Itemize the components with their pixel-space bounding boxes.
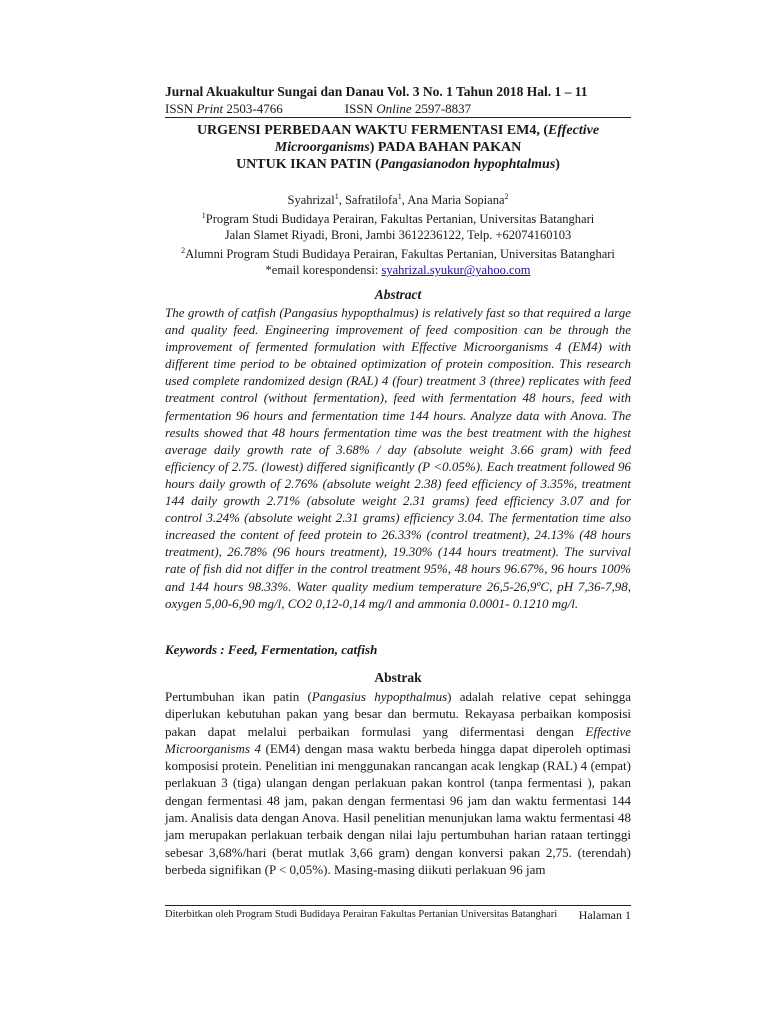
author-sup: 1 (397, 192, 402, 201)
page-number: Halaman 1 (578, 908, 631, 922)
issn-print-number: 2503-4766 (223, 101, 283, 116)
title-text: ) (555, 157, 560, 172)
issn-online-label: Online (376, 101, 412, 116)
affiliation-text: Program Studi Budidaya Perairan, Fakultas Pertanian, Universitas Batanghari (205, 212, 595, 227)
email-label: *email korespondensi: (265, 263, 382, 278)
correspondence-line (150, 262, 646, 278)
paper-title (150, 122, 646, 173)
footer-divider (165, 905, 631, 906)
author-name: , Ana Maria Sopiana (401, 193, 505, 208)
address-line: Jalan Slamet Riyadi, Broni, Jambi 3612236122, Telp. +62074160103 (224, 228, 572, 243)
footer-publisher: Diterbitkan oleh Program Studi Budidaya Perairan Fakultas Pertanian Universitas Batanghari (165, 909, 558, 920)
issn-print-prefix: ISSN (165, 101, 197, 116)
title-italic: Pangasianodon hypophtalmus (379, 157, 556, 172)
issn-online-prefix: ISSN (344, 101, 377, 116)
author-sup: 1 (334, 192, 339, 201)
author-block (150, 189, 646, 278)
title-text: ) PADA BAHAN PAKAN (369, 140, 522, 155)
email-link[interactable]: syahrizal.syukur@yahoo.com (381, 263, 531, 278)
affiliation-sup: 1 (201, 211, 206, 221)
abstrak-italic: Effective Microorganisms 4 (165, 723, 631, 756)
title-line-3 (150, 156, 646, 173)
keywords-line: Keywords : Feed, Fermentation, catfish (165, 642, 378, 657)
issn-print-label: Print (196, 101, 224, 116)
abstrak-italic: Pangasius hypopthalmus (311, 689, 448, 704)
author-names (150, 189, 646, 208)
title-line-2 (150, 139, 646, 156)
affiliation-1 (150, 208, 646, 227)
abstrak-heading: Abstrak (374, 670, 422, 685)
title-text: URGENSI PERBEDAAN WAKTU FERMENTASI EM4, ( (196, 123, 549, 138)
author-sup: 2 (504, 192, 509, 201)
abstract-body: The growth of catfish (Pangasius hypopthalmus) is relatively fast so that required a large and quality feed. Engineering improvement of feed composition can be through the improvement of fermented formulation with Effective Microorganisms 4 (EM4) with different time period to be obtained optimization of protein composition. This research used complete randomized design (RAL) 4 (four) treatment 3 (three) replicates with feed treatment control (without fermentation), feed with fermentation 48 hours, feed with fermentation 96 hours and fermentation time 144 hours. Analyze data with Anova. The results showed that 48 hours fermentation time was the best treatment with the highest average daily growth rate of 3.68% / day (absolute weight 3.66 gram) with feed efficiency of 2.75. (lowest) differed significantly (P <0.05%). Each treatment followed 96 hours daily growth of 2.76% (absolute weight 2.38) feed efficiency of 3.35%, treatment 144 daily growth 2.71% (absolute weight 2.31 grams) feed efficiency 3.07 and for control 3.24% (absolute weight 2.31 grams) efficiency 3.04. The fermentation time also increased the content of feed protein to 26.33% (control treatment), 24.13% (48 hours treatment), 26.78% (96 hours treatment), 19.30% (144 hours treatment). The survival rate of fish did not differ in the control treatment 95%, 48 hours 96.67%, 96 hours 100% and 144 hours 98.33%. Water quality medium temperature 26,5-26,9ºC, pH 7,36-7,98, oxygen 5,00-6,90 mg/l, CO2 0,12-0,14 mg/l and ammonia 0.0001- 0.1210 mg/l. (165, 305, 631, 611)
journal-citation: Jurnal Akuakultur Sungai dan Danau Vol. 3 No. 1 Tahun 2018 Hal. 1 – 11 (165, 84, 588, 99)
title-italic: Microorganisms (274, 140, 370, 155)
affiliation-text: Alumni Program Studi Budidaya Perairan, Fakultas Pertanian, Universitas Batanghari (185, 247, 615, 262)
header-divider (165, 117, 631, 118)
abstrak-text: (EM4) dengan masa waktu berbeda hingga dapat diperoleh optimasi komposisi protein. Penelitian ini menggunakan rancangan acak lengkap (RAL) 4 (empat) perlakuan 3 (tiga) ulangan dengan perlakuan pakan kontrol (tanpa fermentasi ), pakan dengan fermentasi 48 jam, pakan dengan fermentasi 96 jam dan waktu fermentasi 144 jam. Analisis data dengan Anova. Hasil penelitian menunjukan lama waktu fermentasi 48 jam merupakan perlakuan terbaik dengan nilai laju pertumbuhan harian rataan tertinggi sebesar 3,68%/hari (berat mutlak 3,66 gram) dengan konversi pakan 2,75. (terendah) berbeda signifikan (P < 0,05%). Masing-masing diikuti perlakuan 96 jam (165, 740, 631, 877)
abstrak-body (165, 688, 631, 878)
affiliation-sup: 2 (181, 246, 186, 256)
abstrak-text: ) adalah relative cepat sehingga diperlukan kebutuhan pakan yang besar dan bermutu. Rekayasa perbaikan komposisi pakan dapat melalui perbaikan formulasi yang difermentasi dengan (165, 689, 632, 739)
abstract-heading: Abstract (374, 287, 422, 302)
abstrak-text: Pertumbuhan ikan patin ( (165, 689, 312, 704)
affiliation-2 (150, 243, 646, 262)
title-italic: Effective (548, 123, 600, 138)
issn-online-number: 2597-8837 (411, 101, 472, 116)
author-name: Syahrizal (287, 193, 335, 208)
title-line-1 (150, 122, 646, 139)
author-name: , Safratilofa (338, 193, 398, 208)
issn-line (165, 101, 471, 117)
title-text: UNTUK IKAN PATIN ( (236, 157, 380, 172)
page-footer (165, 909, 631, 920)
